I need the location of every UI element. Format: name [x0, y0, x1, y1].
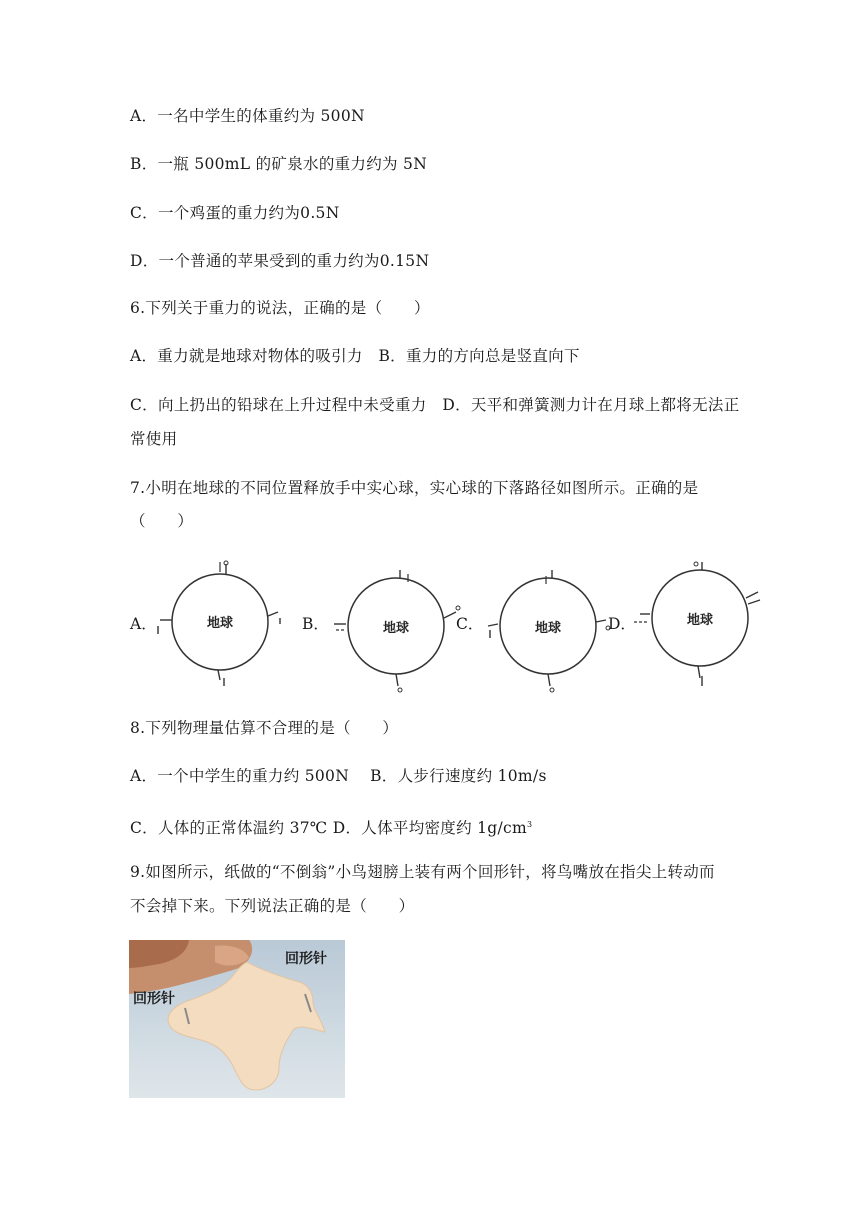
q7-stem-cont: （ ） [130, 512, 194, 530]
q6-options-cd: C．向上扔出的铅球在上升过程中未受重力 D．天平和弹簧测力计在月球上都将无法正 [130, 396, 740, 414]
q8-stem: 8.下列物理量估算不合理的是（ ） [130, 719, 399, 737]
q9-bird-photo [129, 940, 345, 1098]
q7-label-a: A． [130, 615, 157, 633]
q6-stem: 6.下列关于重力的说法，正确的是（ ） [130, 299, 430, 317]
q7-figure-b [326, 568, 466, 698]
q7-label-c: C． [456, 615, 484, 633]
q5-option-a: A．一名中学生的体重约为 500N [130, 107, 365, 125]
q9-stem: 9.如图所示，纸做的“不倒翁”小鸟翅膀上装有两个回形针，将鸟嘴放在指尖上转动而 [130, 863, 715, 881]
q7-label-d: D． [608, 615, 636, 633]
paperclip-label-left: 回形针 [133, 991, 175, 1007]
q8-options-cd [130, 815, 532, 838]
q9-stem-cont: 不会掉下来。下列说法正确的是（ ） [130, 897, 415, 915]
globe-label-b: 地球 [382, 621, 410, 636]
q7-figure-d [630, 560, 770, 690]
q8-options-cd-text: C．人体的正常体温约 37℃ D．人体平均密度约 1g/cm [130, 819, 528, 838]
q6-options-ab: A．重力就是地球对物体的吸引力 B．重力的方向总是竖直向下 [130, 347, 580, 365]
globe-label-d: 地球 [686, 613, 714, 628]
q7-figure-c [478, 568, 618, 698]
q7-label-b: B． [302, 615, 329, 633]
q7-figure-a [150, 560, 290, 690]
q7-stem: 7.小明在地球的不同位置释放手中实心球，实心球的下落路径如图所示。正确的是 [130, 479, 699, 497]
q8-unit-superscript: 3 [527, 820, 533, 829]
q6-options-cd-cont: 常使用 [130, 430, 178, 448]
globe-label-a: 地球 [206, 616, 234, 631]
q5-option-d: D．一个普通的苹果受到的重力约为0.15N [130, 252, 430, 270]
q8-options-ab: A．一个中学生的重力约 500N B．人步行速度约 10m/s [130, 767, 547, 785]
q5-option-c: C．一个鸡蛋的重力约为0.5N [130, 204, 340, 222]
q5-option-b: B．一瓶 500mL 的矿泉水的重力约为 5N [130, 155, 428, 173]
globe-label-c: 地球 [534, 621, 562, 636]
paperclip-label-right: 回形针 [285, 951, 327, 967]
